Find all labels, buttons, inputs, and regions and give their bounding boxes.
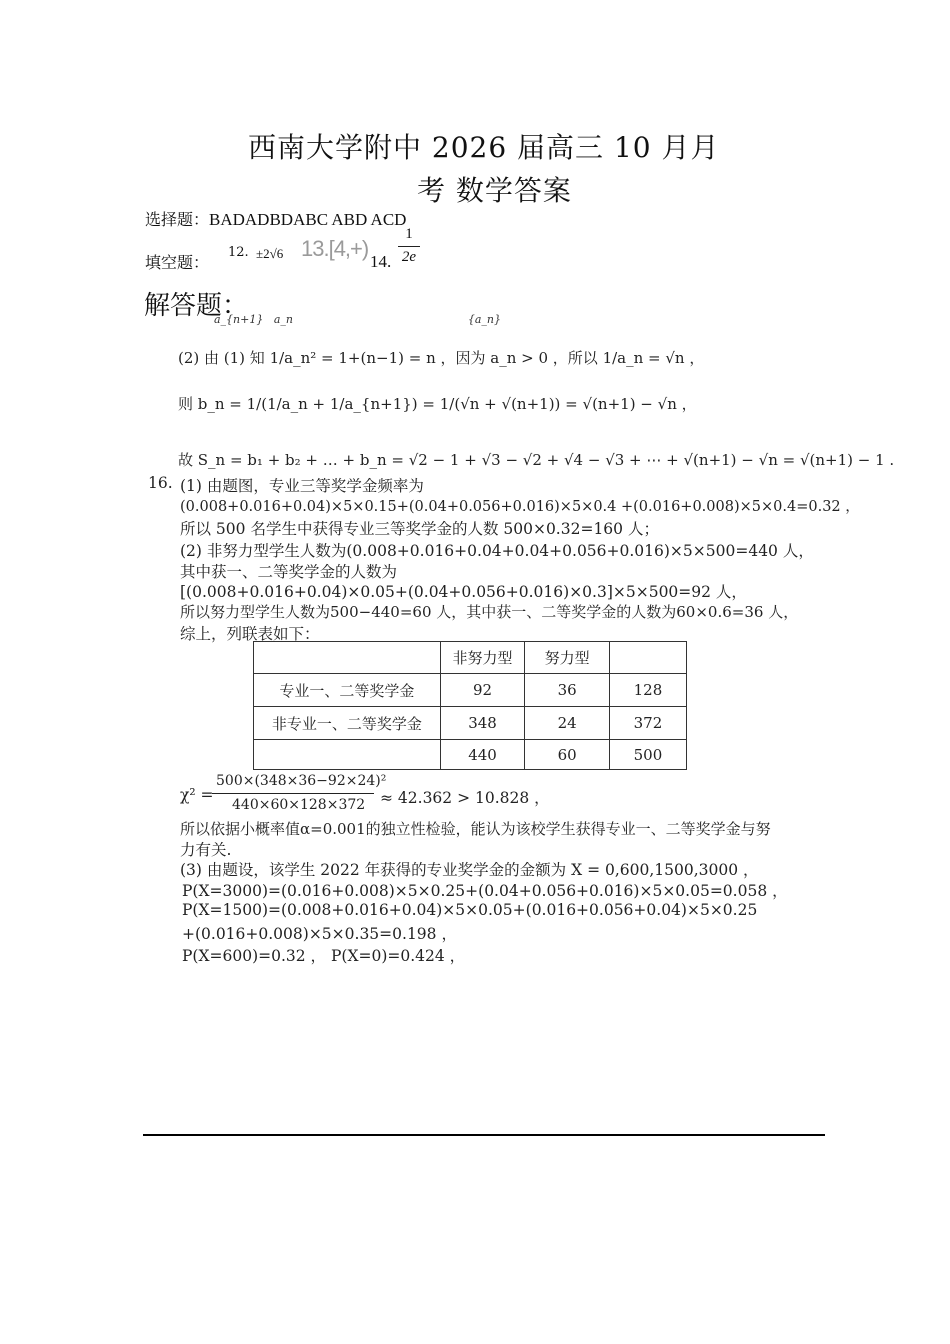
table-header-row (254, 642, 687, 674)
chi-square-lhs: χ² = (180, 786, 214, 804)
table-cell: 92 (440, 674, 525, 707)
q16-conclusion-line1: 所以依据小概率值α=0.001的独立性检验，能认为该校学生获得专业一、二等奖学金与努 (180, 820, 771, 838)
table-cell: 372 (609, 707, 686, 740)
chi-square-numerator: 500×(348×36−92×24)² (216, 773, 387, 789)
q16-part2-line3: [(0.008+0.016+0.04)×0.05+(0.04+0.056+0.016)×0.3]×5×500=92 人， (180, 583, 747, 601)
q16-table-caption: 综上，列联表如下： (180, 625, 320, 643)
table-header-cell: 非努力型 (440, 642, 525, 674)
table-row (254, 674, 687, 707)
table-cell: 36 (525, 674, 609, 707)
q16-part3-p1500-a: P(X=1500)=(0.008+0.016+0.04)×5×0.05+(0.016+0.056+0.04)×5×0.25 (182, 901, 758, 919)
q16-part3-p3000: P(X=3000)=(0.016+0.008)×5×0.25+(0.04+0.056+0.016)×5×0.05=0.058 ， (182, 882, 788, 900)
table-cell: 500 (609, 740, 686, 770)
q15-line-1: (2) 由 (1) 知 1/a_n² = 1+(n−1) = n ，因为 a_n > 0 ，所以 1/a_n = √n ， (178, 349, 705, 367)
chi-square-denominator: 440×60×128×372 (232, 797, 366, 813)
fill-q12-number: 12. (228, 245, 249, 260)
table-header-cell (609, 642, 686, 674)
fill-q12-answer: ±2√6 (256, 246, 284, 261)
solutions-heading: 解答题： (144, 291, 249, 321)
choice-answers-row (145, 207, 406, 230)
table-header-cell (254, 642, 441, 674)
table-cell: 24 (525, 707, 609, 740)
q16-part2-intro: (2) 非努力型学生人数为(0.008+0.016+0.04+0.04+0.056+0.016)×5×500=440 人， (180, 542, 814, 560)
q16-part2-line2: 其中获一、二等奖学金的人数为 (180, 563, 398, 581)
q16-part1-intro: (1) 由题图，专业三等奖学金频率为 (180, 477, 424, 495)
q15-line-3: 故 S_n = b₁ + b₂ + … + b_n = √2 − 1 + √3 − √2 + √4 − √3 + ⋯ + √(n+1) − √n = √(n+1) − 1 . (178, 451, 895, 469)
page-title-line2: 考 数学答案 (417, 174, 572, 207)
q15-line-2: 则 b_n = 1/(1/a_n + 1/a_{n+1}) = 1/(√n + √(n+1)) = √(n+1) − √n ， (178, 395, 697, 413)
fill-q14-fraction-bar (398, 246, 420, 247)
table-row (254, 740, 687, 770)
page-title-line1: 西南大学附中 2026 届高三 10 月月 (248, 131, 720, 164)
fill-q14-denominator: 2e (401, 249, 417, 265)
table-cell: 128 (609, 674, 686, 707)
choice-answers: BADADBDABC ABD ACD (209, 210, 407, 229)
table-cell: 非专业一、二等奖学金 (254, 707, 441, 740)
table-cell: 440 (440, 740, 525, 770)
q15-cut-top-line: a_{n+1} a_n {a_n} (214, 313, 501, 326)
table-cell: 60 (525, 740, 609, 770)
bottom-rule (143, 1134, 825, 1136)
q16-part2-line4: 所以努力型学生人数为500−440=60 人，其中获一、二等奖学金的人数为60×0.6=36 人， (180, 603, 799, 621)
q16-part3-p1500-b: +(0.016+0.008)×5×0.35=0.198 ， (182, 925, 457, 943)
table-row (254, 707, 687, 740)
fill-q14-numerator: 1 (405, 226, 413, 242)
table-cell (254, 740, 441, 770)
q16-part3-intro: (3) 由题设，该学生 2022 年获得的专业奖学金的金额为 X = 0,600,1500,3000 ， (180, 861, 759, 879)
q16-part3-p600-p0: P(X=600)=0.32 ， P(X=0)=0.424 ， (182, 947, 466, 965)
table-cell: 348 (440, 707, 525, 740)
fill-q14-number: 14. (370, 252, 392, 271)
contingency-table (253, 641, 687, 770)
fill-q13-answer: 13.[4,+) (301, 236, 369, 261)
q16-number: 16. (148, 474, 173, 492)
fill-label: 填空题： (145, 253, 210, 272)
choice-label: 选择题： (145, 210, 210, 229)
table-header-cell: 努力型 (525, 642, 609, 674)
q16-part1-formula: (0.008+0.016+0.04)×5×0.15+(0.04+0.056+0.016)×5×0.4 +(0.016+0.008)×5×0.4=0.32 ， (180, 499, 860, 515)
q16-conclusion-line2: 力有关. (180, 841, 232, 859)
q16-part1-result: 所以 500 名学生中获得专业三等奖学金的人数 500×0.32=160 人； (180, 520, 659, 538)
chi-square-fraction-bar (212, 793, 374, 794)
table-cell: 专业一、二等奖学金 (254, 674, 441, 707)
chi-square-rhs: ≈ 42.362 > 10.828 ， (380, 789, 550, 807)
